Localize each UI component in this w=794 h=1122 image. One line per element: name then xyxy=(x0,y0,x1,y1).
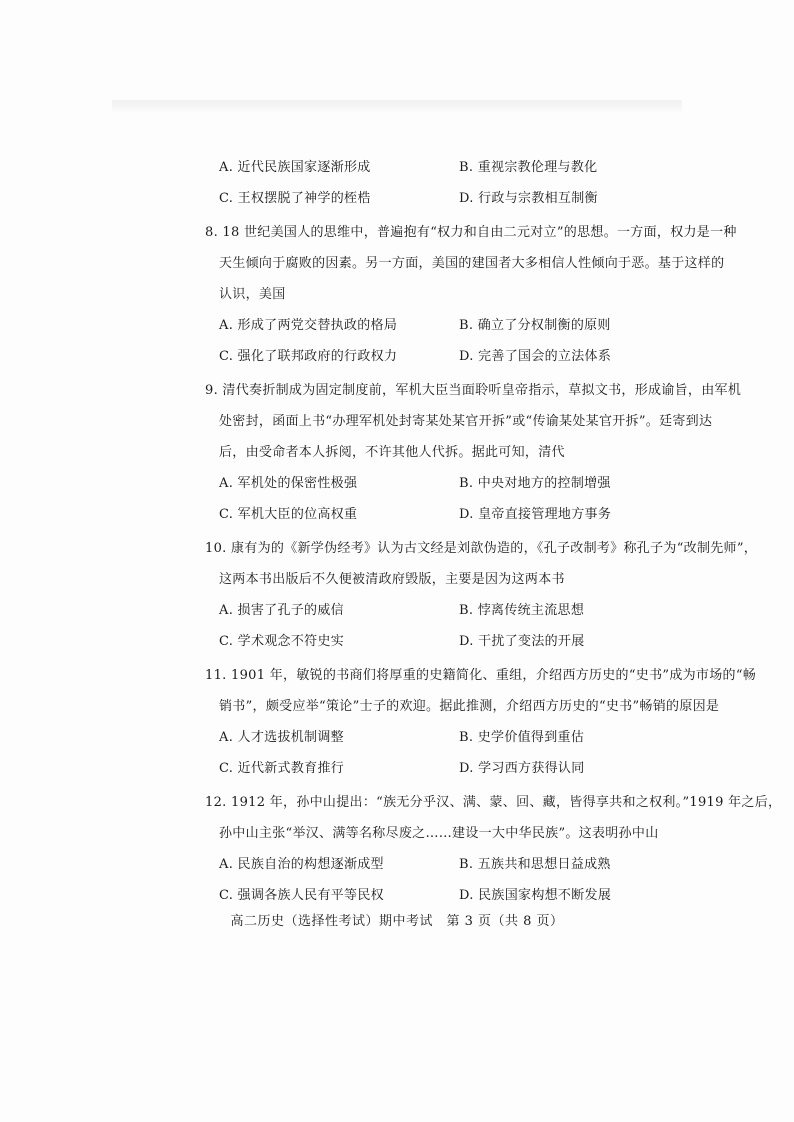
option-b: B. 中央对地方的控制增强 xyxy=(459,475,611,491)
option-a: A. 近代民族国家逐渐形成 xyxy=(219,159,371,175)
scan-shadow xyxy=(112,100,682,114)
question-area xyxy=(205,152,782,911)
question-8 xyxy=(205,217,737,372)
question-12 xyxy=(205,787,782,911)
option-a: A. 人才选拔机制调整 xyxy=(219,729,344,745)
option-row xyxy=(205,183,695,214)
option-a: A. 军机处的保密性极强 xyxy=(219,475,358,491)
option-a: A. 损害了孔子的威信 xyxy=(219,602,344,618)
question-7-options xyxy=(205,152,695,214)
option-d: D. 民族国家构想不断发展 xyxy=(459,887,612,903)
question-10 xyxy=(205,533,758,657)
question-stem-line: 8. 18 世纪美国人的思维中，普遍抱有“权力和自由二元对立”的思想。一方面，权力是一种 xyxy=(205,225,737,240)
option-b: B. 史学价值得到重估 xyxy=(459,729,585,745)
question-stem-line: 后，由受命者本人拆阅，不许其他人代拆。据此可知，清代 xyxy=(219,445,565,460)
page-footer: 高二历史（选择性考试）期中考试 第 3 页（共 8 页） xyxy=(230,914,564,929)
question-stem-line: 这两本书出版后不久便被清政府毁版，主要是因为这两本书 xyxy=(219,572,565,587)
question-11 xyxy=(205,660,757,784)
option-row xyxy=(205,753,695,784)
option-a: A. 形成了两党交替执政的格局 xyxy=(219,317,398,333)
option-c: C. 强化了联邦政府的行政权力 xyxy=(219,348,398,364)
option-c: C. 近代新式教育推行 xyxy=(219,760,345,776)
option-b: B. 五族共和思想日益成熟 xyxy=(459,856,611,872)
question-stem-line: 天生倾向于腐败的因素。另一方面，美国的建国者大多相信人性倾向于恶。基于这样的 xyxy=(219,256,725,271)
option-d: D. 皇帝直接管理地方事务 xyxy=(459,506,612,522)
option-c: C. 学术观念不符史实 xyxy=(219,633,345,649)
option-c: C. 王权摆脱了神学的桎梏 xyxy=(219,190,371,206)
option-row xyxy=(205,341,695,372)
option-row xyxy=(205,849,695,880)
question-stem-line: 销书”，颇受应举“策论”士子的欢迎。据此推测，介绍西方历史的“史书”畅销的原因是 xyxy=(219,699,720,714)
question-9 xyxy=(205,375,742,530)
question-stem-line: 9. 清代奏折制成为固定制度前，军机大臣当面聆听皇帝指示，草拟文书，形成谕旨，由军机 xyxy=(205,383,742,398)
option-row xyxy=(205,626,695,657)
question-stem-line: 10. 康有为的《新学伪经考》认为古文经是刘歆伪造的，《孔子改制考》称孔子为“改制先师”， xyxy=(205,541,758,556)
option-c: C. 军机大臣的位高权重 xyxy=(219,506,358,522)
option-d: D. 干扰了变法的开展 xyxy=(459,633,585,649)
question-stem-line: 12. 1912 年，孙中山提出：“族无分乎汉、满、蒙、回、藏，皆得享共和之权利。”1919 年之后， xyxy=(205,795,782,810)
question-stem-line: 认识，美国 xyxy=(219,287,286,302)
option-row xyxy=(205,722,695,753)
question-stem-line: 11. 1901 年，敏锐的书商们将厚重的史籍简化、重组，介绍西方历史的“史书”成为市场的“畅 xyxy=(205,668,757,683)
option-c: C. 强调各族人民有平等民权 xyxy=(219,887,384,903)
option-b: B. 悖离传统主流思想 xyxy=(459,602,585,618)
option-b: B. 确立了分权制衡的原则 xyxy=(459,317,611,333)
question-stem-line: 处密封，函面上书“办理军机处封寄某处某官开拆”或“传谕某处某官开拆”。廷寄到达 xyxy=(219,414,713,429)
option-row xyxy=(205,310,695,341)
option-b: B. 重视宗教伦理与教化 xyxy=(459,159,598,175)
option-a: A. 民族自治的构想逐渐成型 xyxy=(219,856,384,872)
option-row xyxy=(205,499,695,530)
option-d: D. 行政与宗教相互制衡 xyxy=(459,190,598,206)
question-stem-line: 孙中山主张“举汉、满等名称尽废之……建设一大中华民族”。这表明孙中山 xyxy=(219,826,659,841)
option-row xyxy=(205,880,695,911)
option-row xyxy=(205,152,695,183)
option-d: D. 学习西方获得认同 xyxy=(459,760,585,776)
option-row xyxy=(205,595,695,626)
option-row xyxy=(205,468,695,499)
option-d: D. 完善了国会的立法体系 xyxy=(459,348,612,364)
